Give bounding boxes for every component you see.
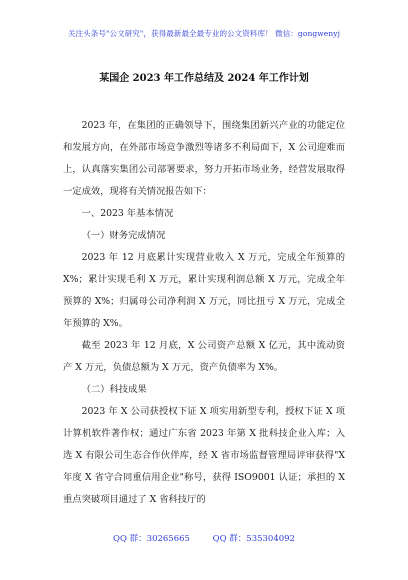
- header-banner: 关注头条号"公文研究"，获得最新最全最专业的公文资料库！ 微信：gongwenyj: [67, 29, 341, 38]
- finance-paragraph-2: 截至 2023 年 12 月底，X 公司资产总额 X 亿元，其中流动资产 X 万元，负债总额为 X 万元，资产负债率为 X%。: [63, 340, 345, 373]
- footer-qq-group-2: QQ 群：535304092: [212, 534, 295, 544]
- subsection-heading-finance: （一）财务完成情况: [81, 230, 166, 241]
- document-title: 某国企 2023 年工作总结及 2024 年工作计划: [99, 73, 309, 84]
- intro-paragraph: 2023 年，在集团的正确领导下，围绕集团新兴产业的功能定位和发展方向，在外部市场竞争激烈等诸多不利局面下，X 公司迎难而上，认真落实集团公司部署要求，努力开拓市场业务，经营发展取得一定成效，现将有关情况报告如下：: [63, 120, 345, 197]
- tech-paragraph-1: 2023 年 X 公司获授权下证 X 项实用新型专利，授权下证 X 项计算机软件著作权；通过广东省 2023 年第 X 批科技企业入库；入选 X 有限公司生态合作伙伴库，经 X 省市场监督管理局评审获得"X 年度 X 省守合同重信用企业"称号，获得 ISO9001 认证；承担的 X 重点突破项目通过了 X 省科技厅的: [63, 406, 345, 505]
- subsection-heading-tech: （二）科技成果: [81, 384, 147, 395]
- section-heading-basic-situation: 一、2023 年基本情况: [81, 208, 174, 219]
- footer-qq-group-1: QQ 群：30265665: [113, 534, 190, 544]
- finance-paragraph-1: 2023 年 12 月底累计实现营业收入 X 万元，完成全年预算的 X%；累计实现毛利 X 万元，累计实现利润总额 X 万元，完成全年预算的 X%；归属母公司净利润 X 万元，同比扭亏 X 万元，完成全年预算的 X%。: [63, 252, 345, 329]
- document-body: [63, 115, 345, 511]
- footer-contacts: [0, 532, 408, 544]
